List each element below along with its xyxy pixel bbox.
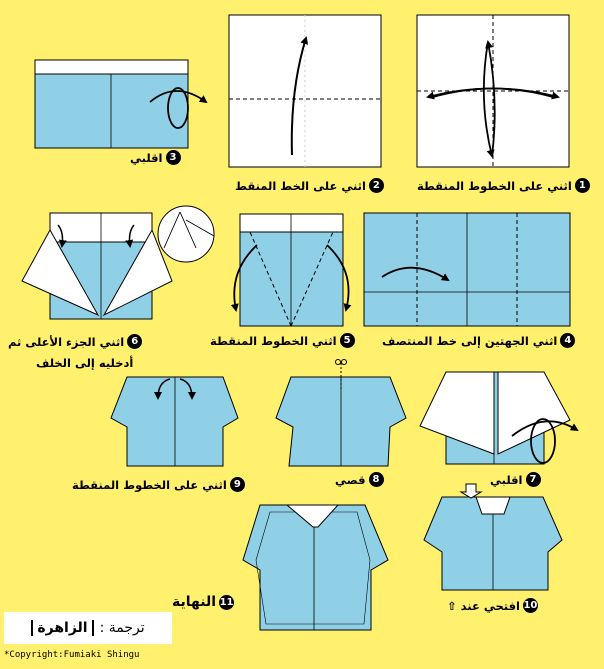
step5-figure bbox=[234, 214, 348, 326]
step-text-line2: أدخليه إلى الخلف bbox=[36, 356, 134, 370]
step8-figure bbox=[276, 360, 406, 467]
step8-caption bbox=[335, 472, 384, 487]
step4-caption bbox=[382, 333, 575, 348]
step4-figure bbox=[364, 213, 570, 326]
step5-caption bbox=[210, 333, 355, 348]
step1-figure bbox=[417, 15, 569, 167]
step6-figure bbox=[22, 206, 214, 319]
step11-figure bbox=[243, 505, 388, 630]
step10-figure bbox=[424, 484, 562, 590]
step-number: 11 bbox=[219, 596, 234, 608]
step-text: اثني الجزء الأعلى ثم bbox=[8, 334, 125, 349]
step3-caption bbox=[130, 150, 181, 165]
step-text: قصي bbox=[335, 472, 366, 487]
copyright: *Copyright:Fumiaki Shingu bbox=[4, 650, 140, 660]
step11-caption bbox=[172, 594, 234, 610]
step2-caption bbox=[235, 178, 384, 193]
step7-caption bbox=[490, 472, 541, 487]
step-text: افتحي عند ⇧ bbox=[447, 598, 520, 613]
step9-figure bbox=[111, 377, 238, 466]
step-text: اثني على الخطوط المنقطة bbox=[72, 477, 227, 492]
step-number: 1 bbox=[575, 178, 590, 193]
step6-caption bbox=[8, 334, 142, 349]
step-number: 2 bbox=[369, 178, 384, 193]
step-number: 6 bbox=[127, 334, 142, 349]
step-number: 4 bbox=[560, 333, 575, 348]
step-number: 5 bbox=[340, 333, 355, 348]
step-number: 10 bbox=[523, 600, 538, 611]
step-text: اثني على الخط المنقط bbox=[235, 178, 366, 193]
step3-figure bbox=[35, 60, 206, 148]
step-number: 9 bbox=[230, 477, 245, 492]
credit-brand: الزاهرة bbox=[31, 620, 93, 636]
step-text: اثني الجهتين إلى خط المنتصف bbox=[382, 333, 558, 348]
step-text: اقلبي bbox=[490, 472, 523, 487]
step10-caption bbox=[447, 598, 538, 613]
step-number: 8 bbox=[369, 472, 384, 487]
step6-caption-line2 bbox=[36, 356, 133, 370]
step-number: 7 bbox=[526, 472, 541, 487]
step7-figure bbox=[420, 372, 577, 464]
credit-label: ترجمة : bbox=[99, 620, 145, 636]
step9-caption bbox=[72, 477, 245, 492]
step-text: اثني على الخطوط المنقطة bbox=[417, 178, 572, 193]
translation-credit bbox=[4, 612, 172, 644]
step1-caption bbox=[417, 178, 590, 193]
step-text: النهاية bbox=[172, 594, 217, 610]
step-text: اثني الخطوط المنقطة bbox=[210, 333, 337, 348]
step-number: 3 bbox=[166, 150, 181, 165]
step2-figure bbox=[229, 15, 381, 167]
step-text: اقلبي bbox=[130, 150, 163, 165]
